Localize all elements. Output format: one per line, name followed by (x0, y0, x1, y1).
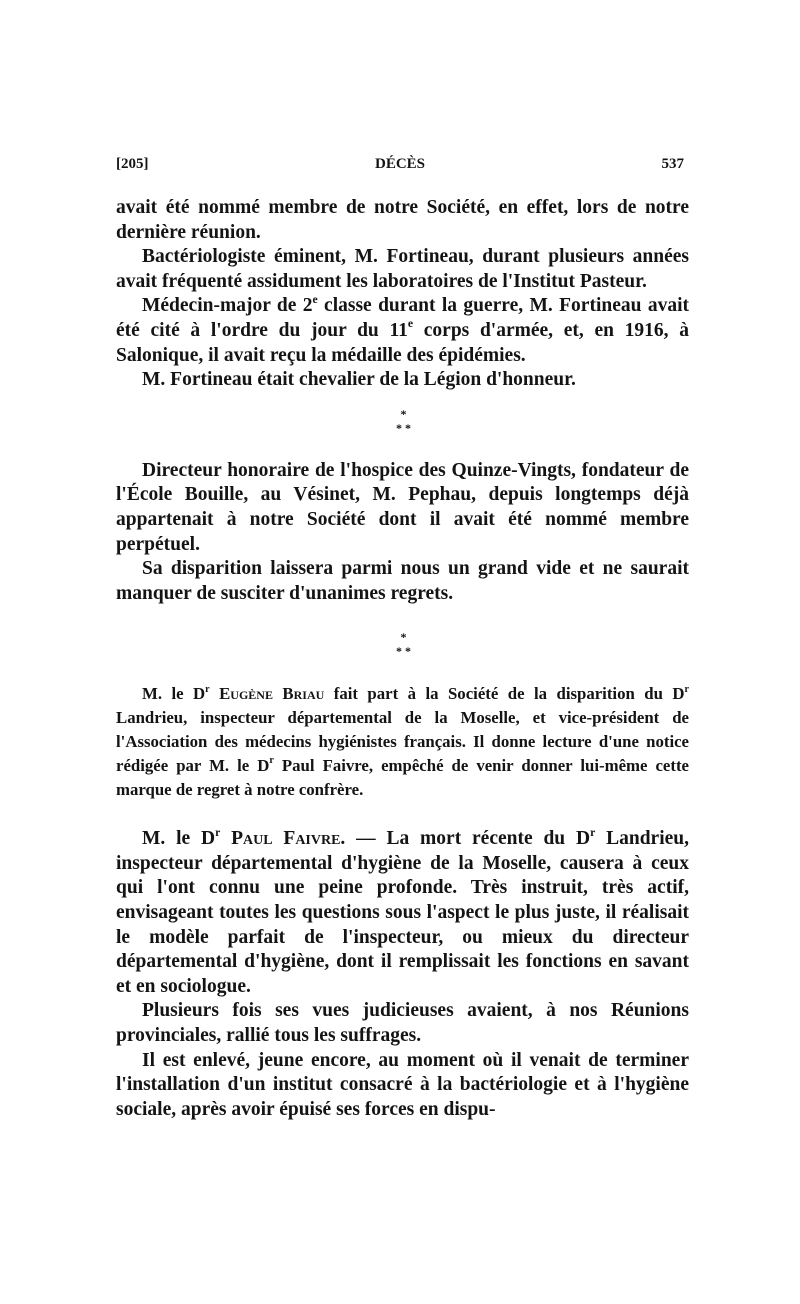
running-title: DÉCÈS (374, 156, 426, 172)
paragraph: Médecin-major de 2e classe durant la guerre, M. Fortineau avait été cité à l'ordre du jour du 11e corps d'armée, et, en 1916, à Salonique, il avait reçu la médaille des épidémies. (116, 292, 689, 366)
paragraph: M. le $D^r$ Eugène Briau fait part à la Société de la disparition du $D^r$ Landrieu, inspecteur départemental de la Moselle, et vice-président de l'Association des médecins hygiénistes français. Il donne lecture d'une notice rédigée par M. le $D^r$ Paul Faivre, empêché de venir donner lui-même cette marque de regret à notre confrère. (116, 683, 689, 799)
page-reference: [205] (116, 156, 149, 172)
paragraph: Bactériologiste éminent, M. Fortineau, durant plusieurs années avait fréquenté assidument les laboratoires de l'Institut Pasteur. (116, 246, 689, 292)
section-separator: * * * (396, 406, 411, 435)
paragraph: avait été nommé membre de notre Société, en effet, lors de notre dernière réunion. (116, 197, 689, 243)
section-separator: * * * (396, 630, 411, 659)
running-header (116, 156, 684, 180)
paragraph: M. le $D^r$ Paul Faivre. — La mort récente du $D^r$ Landrieu, inspecteur départemental d'hygiène de la Moselle, causera à ceux qui l'ont connu une peine profonde. Très instruit, très actif, envisageant toutes les questions sous l'aspect le plus juste, il réalisait le modèle parfait de l'inspecteur, ou mieux du directeur départemental d'hygiène, dont il remplissait les fonctions en savant et en sociologue. (116, 825, 689, 997)
paragraph: Directeur honoraire de l'hospice des Quinze-Vingts, fondateur de l'École Bouille, au Vésinet, M. Pephau, depuis longtemps déjà appartenait à notre Société dont il avait été nommé membre perpétuel. (116, 459, 689, 555)
paragraph: M. Fortineau était chevalier de la Légion d'honneur. (142, 369, 576, 391)
page-number: 537 (661, 156, 684, 172)
person-name: Eugène Briau (219, 684, 325, 704)
paragraph: Sa disparition laissera parmi nous un grand vide et ne saurait manquer de susciter d'unanimes regrets. (116, 558, 689, 604)
person-name: Paul Faivre. (231, 828, 346, 850)
paragraph: Il est enlevé, jeune encore, au moment où il venait de terminer l'installation d'un institut consacré à la bactériologie et à l'hygiène sociale, après avoir épuisé ses forces en dispu- (116, 1049, 689, 1120)
paragraph: Plusieurs fois ses vues judicieuses avaient, à nos Réunions provinciales, rallié tous les suffrages. (116, 1000, 689, 1047)
page-body (116, 196, 689, 1122)
